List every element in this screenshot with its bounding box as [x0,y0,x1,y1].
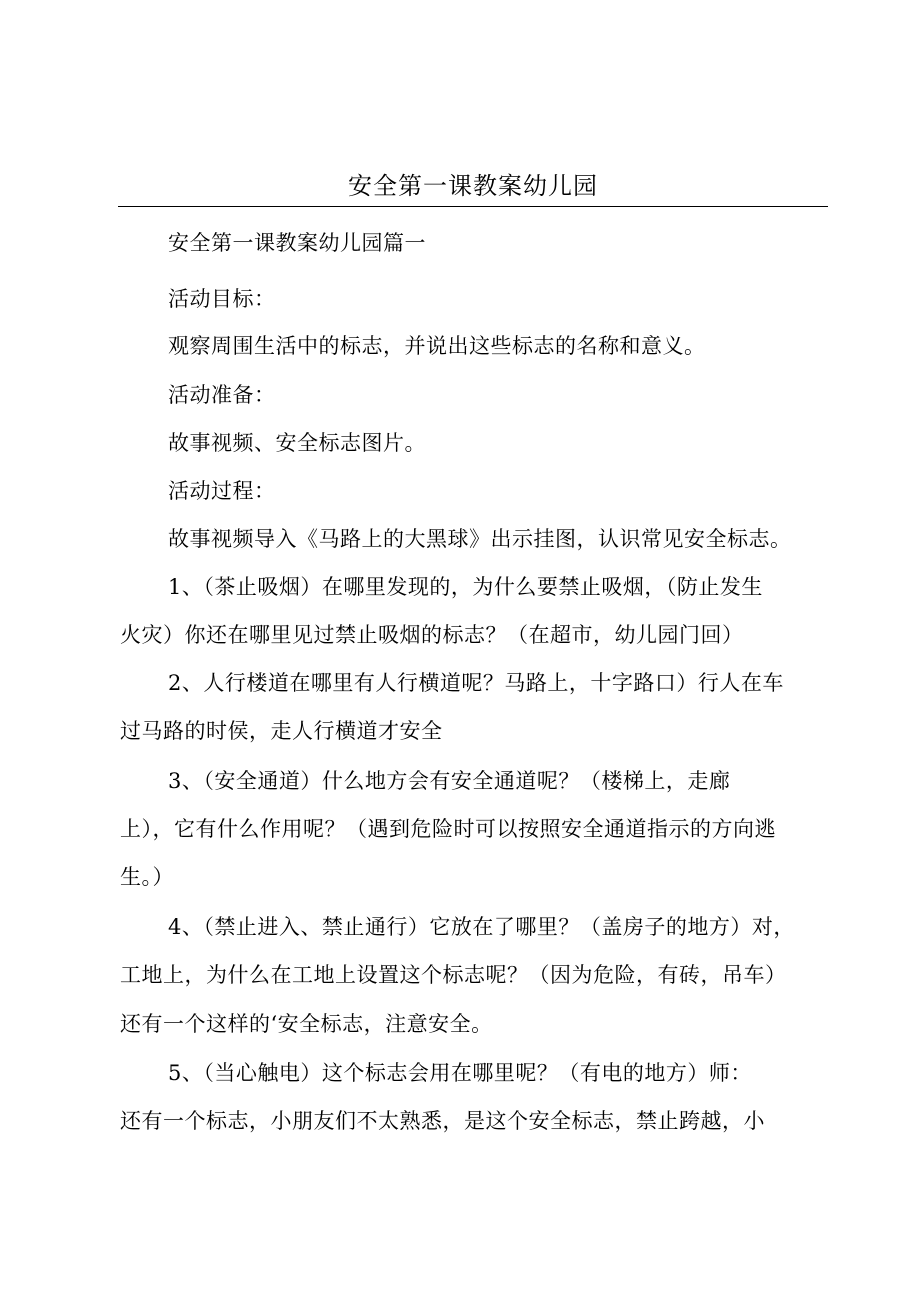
paragraph-line: 故事视频导入《马路上的大黑球》出示挂图，认识常见安全标志。 [168,527,792,551]
paragraph-line: 活动准备： [168,383,276,407]
title-underline [118,206,828,207]
paragraph-line: 4、（禁止进入、禁止通行）它放在了哪里？（盖房子的地方）对， [168,915,795,939]
paragraph-line: 上），它有什么作用呢？（遇到危险时可以按照安全通道指示的方向逃 [120,817,776,841]
paragraph-line: 活动目标： [168,287,276,311]
paragraph-line: 1、（茶止吸烟）在哪里发现的，为什么要禁止吸烟，（防止发生 [168,575,763,599]
paragraph-line: 故事视频、安全标志图片。 [168,431,426,455]
paragraph-line: 还有一个这样的‘安全标志，注意安全。 [120,1012,493,1036]
paragraph-line: 工地上，为什么在工地上设置这个标志呢？（因为危险，有砖，吊车） [120,963,787,987]
paragraph-line: 火灾）你还在哪里见过禁止吸烟的标志？（在超市，幼儿园门回） [120,623,744,647]
paragraph-line: 活动过程： [168,479,276,503]
section-heading: 安全第一课教案幼儿园篇一 [168,231,426,255]
paragraph-line: 5、（当心触电）这个标志会用在哪里呢？（有电的地方）师： [168,1061,752,1085]
paragraph-line: 观察周围生活中的标志，并说出这些标志的名称和意义。 [168,334,706,358]
paragraph-line: 3、（安全通道）什么地方会有安全通道呢？（楼梯上，走廊 [168,769,731,793]
paragraph-line: 还有一个标志，小朋友们不太熟悉，是这个安全标志，禁止跨越，小 [120,1109,765,1133]
document-title: 安全第一课教案幼儿园 [348,172,598,200]
paragraph-line: 生。） [120,865,174,889]
paragraph-line: 过马路的时侯，走人行横道才安全 [120,719,443,743]
paragraph-line: 2、人行楼道在哪里有人行横道呢？马路上，十字路口）行人在车 [168,671,784,695]
